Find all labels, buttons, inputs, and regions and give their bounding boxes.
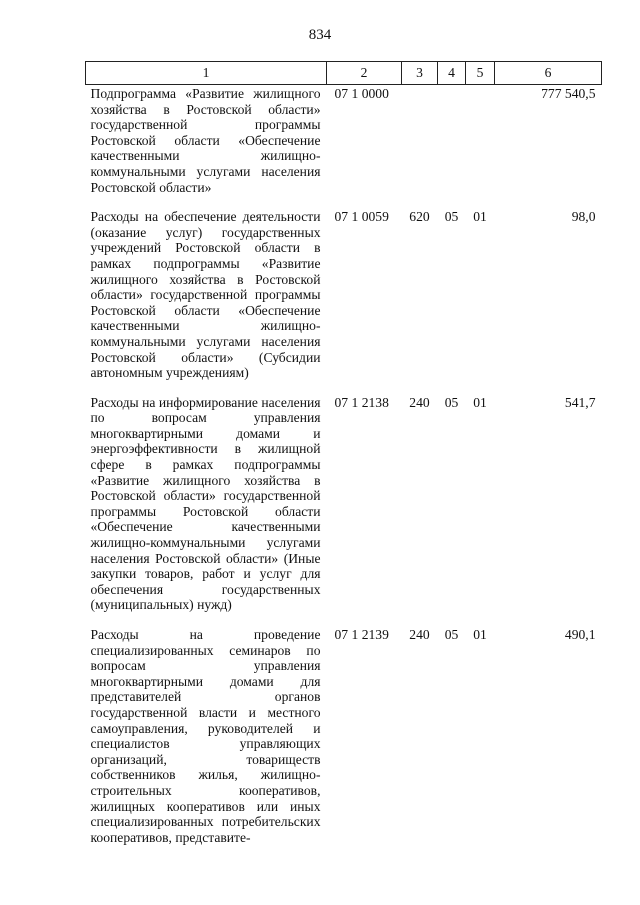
row-subsection: 01	[473, 209, 487, 225]
row-amount: 541,7	[564, 394, 596, 410]
row-expense-type: 240	[409, 394, 430, 410]
column-header-5: 5	[466, 62, 495, 85]
row-section	[438, 85, 466, 209]
column-header-1: 1	[86, 62, 327, 85]
row-subsection: 01	[473, 394, 487, 410]
row-expense-type: 620	[409, 209, 430, 225]
row-amount: 98,0	[571, 209, 596, 225]
row-subsection: 01	[473, 627, 487, 642]
row-description: Расходы на обеспечение деятельности (оказание услуг) государственных учреждений Ростовской области в рамках подпрограммы «Развитие жилищного хозяйства в Ростовской области» государственной программы Ростовской области «Обеспечение качественными жилищно-коммунальными услугами населения Ростовской области» (Субсидии автономным учреждениям)	[90, 209, 321, 381]
page-number: 834	[308, 27, 332, 43]
row-description: Расходы на проведение специализированных семинаров по вопросам управления многоквартирными домами для представителей органов государственной власти и местного самоуправления, руководителей и специалистов управляющих организаций, товариществ собственников жилья, жилищно-строительных кооперативов, жилищных кооперативов или иных специализированных потребительских кооперативов, представите-	[90, 627, 321, 845]
row-section: 05	[444, 394, 459, 410]
row-target-code: 07 1 0000	[334, 86, 389, 101]
column-header-4: 4	[438, 62, 466, 85]
row-amount: 490,1	[564, 627, 596, 642]
row-section: 05	[444, 627, 459, 642]
table-row	[86, 626, 602, 858]
row-target-code: 07 1 2138	[334, 394, 389, 410]
row-description: Расходы на информирование населения по вопросам управления многоквартирными домами и энергоэффективности в жилищной сфере в рамках подпрограммы «Развитие жилищного хозяйства в Ростовской области» государственной программы Ростовской области «Обеспечение качественными жилищно-коммунальными услугами населения Ростовской области» (Иные закупки товаров, работ и услуг для обеспечения государственных (муниципальных) нужд)	[90, 394, 321, 613]
column-header-3: 3	[402, 62, 438, 85]
table-row	[86, 208, 602, 394]
table-row	[86, 394, 602, 626]
row-target-code: 07 1 0059	[334, 209, 389, 225]
row-expense-type: 240	[409, 627, 430, 642]
row-amount: 777 540,5	[541, 86, 596, 101]
table-header-row	[86, 62, 602, 85]
row-description: Подпрограмма «Развитие жилищного хозяйства в Ростовской области» государственной программы Ростовской области «Обеспечение качественными жилищно-коммунальными услугами населения Ростовской области»	[90, 86, 321, 195]
column-header-6: 6	[495, 62, 602, 85]
row-section: 05	[444, 209, 459, 225]
row-target-code: 07 1 2139	[334, 627, 389, 642]
row-subsection	[466, 85, 495, 209]
column-header-2: 2	[327, 62, 402, 85]
row-expense-type	[402, 85, 438, 209]
table-row	[86, 85, 602, 209]
budget-table	[85, 61, 602, 858]
